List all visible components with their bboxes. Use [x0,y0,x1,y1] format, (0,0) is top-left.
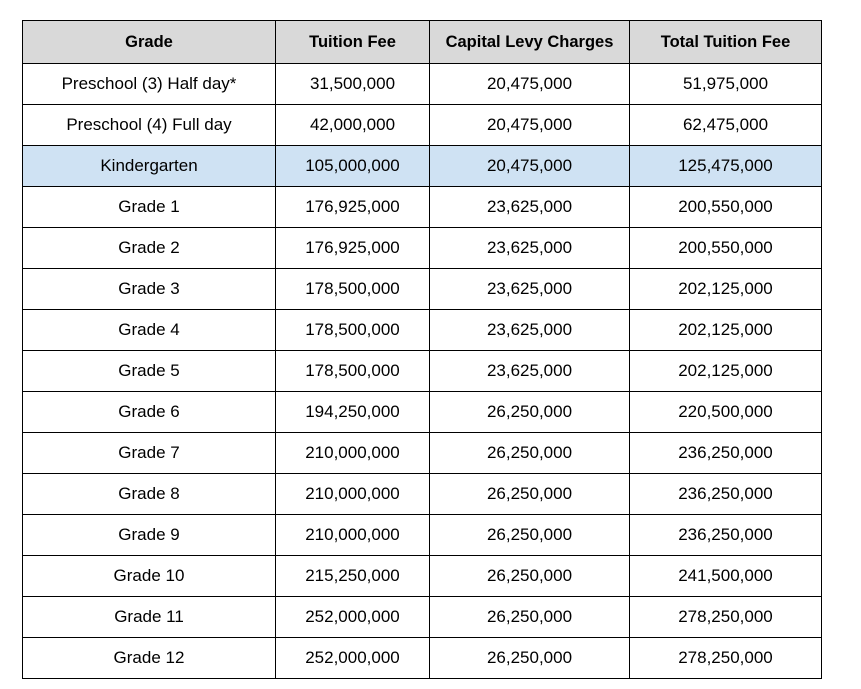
capital-levy-cell: 20,475,000 [430,146,630,187]
tuition-fee-cell: 215,250,000 [276,556,430,597]
total-tuition-fee-cell: 62,475,000 [630,105,822,146]
tuition-fee-cell: 252,000,000 [276,597,430,638]
table-row [23,597,822,638]
total-tuition-fee-cell: 278,250,000 [630,597,822,638]
capital-levy-cell: 20,475,000 [430,105,630,146]
tuition-fee-cell: 176,925,000 [276,187,430,228]
total-tuition-fee-cell: 51,975,000 [630,64,822,105]
table-row [23,228,822,269]
tuition-fee-cell: 194,250,000 [276,392,430,433]
grade-cell: Preschool (3) Half day* [23,64,276,105]
header-total-tuition-fee: Total Tuition Fee [630,21,822,64]
table-row [23,105,822,146]
tuition-fee-table [22,20,822,679]
capital-levy-cell: 20,475,000 [430,64,630,105]
grade-cell: Preschool (4) Full day [23,105,276,146]
total-tuition-fee-cell: 202,125,000 [630,351,822,392]
table-row [23,146,822,187]
table-row [23,638,822,679]
table-row [23,556,822,597]
tuition-fee-cell: 42,000,000 [276,105,430,146]
capital-levy-cell: 23,625,000 [430,228,630,269]
grade-cell: Grade 12 [23,638,276,679]
total-tuition-fee-cell: 236,250,000 [630,515,822,556]
capital-levy-cell: 26,250,000 [430,433,630,474]
table-row [23,269,822,310]
total-tuition-fee-cell: 236,250,000 [630,474,822,515]
total-tuition-fee-cell: 200,550,000 [630,187,822,228]
capital-levy-cell: 23,625,000 [430,187,630,228]
capital-levy-cell: 26,250,000 [430,597,630,638]
tuition-fee-cell: 178,500,000 [276,269,430,310]
table-row [23,433,822,474]
tuition-fee-cell: 252,000,000 [276,638,430,679]
capital-levy-cell: 23,625,000 [430,351,630,392]
grade-cell: Grade 1 [23,187,276,228]
total-tuition-fee-cell: 200,550,000 [630,228,822,269]
table-header-row [23,21,822,64]
table-row [23,64,822,105]
grade-cell: Grade 10 [23,556,276,597]
grade-cell: Grade 6 [23,392,276,433]
total-tuition-fee-cell: 278,250,000 [630,638,822,679]
grade-cell: Kindergarten [23,146,276,187]
grade-cell: Grade 2 [23,228,276,269]
header-tuition-fee: Tuition Fee [276,21,430,64]
table-row [23,310,822,351]
grade-cell: Grade 7 [23,433,276,474]
capital-levy-cell: 26,250,000 [430,638,630,679]
tuition-fee-cell: 178,500,000 [276,310,430,351]
tuition-fee-cell: 31,500,000 [276,64,430,105]
total-tuition-fee-cell: 236,250,000 [630,433,822,474]
header-grade: Grade [23,21,276,64]
tuition-fee-cell: 210,000,000 [276,433,430,474]
grade-cell: Grade 4 [23,310,276,351]
tuition-fee-cell: 210,000,000 [276,474,430,515]
grade-cell: Grade 8 [23,474,276,515]
tuition-fee-cell: 176,925,000 [276,228,430,269]
table-row [23,515,822,556]
capital-levy-cell: 23,625,000 [430,310,630,351]
total-tuition-fee-cell: 202,125,000 [630,310,822,351]
capital-levy-cell: 26,250,000 [430,556,630,597]
tuition-fee-cell: 105,000,000 [276,146,430,187]
total-tuition-fee-cell: 125,475,000 [630,146,822,187]
capital-levy-cell: 26,250,000 [430,392,630,433]
capital-levy-cell: 26,250,000 [430,515,630,556]
grade-cell: Grade 3 [23,269,276,310]
table-row [23,351,822,392]
table-row [23,474,822,515]
table-row [23,392,822,433]
tuition-fee-cell: 178,500,000 [276,351,430,392]
header-capital-levy-charges: Capital Levy Charges [430,21,630,64]
capital-levy-cell: 26,250,000 [430,474,630,515]
table-row [23,187,822,228]
tuition-fee-cell: 210,000,000 [276,515,430,556]
grade-cell: Grade 11 [23,597,276,638]
total-tuition-fee-cell: 202,125,000 [630,269,822,310]
total-tuition-fee-cell: 241,500,000 [630,556,822,597]
grade-cell: Grade 9 [23,515,276,556]
total-tuition-fee-cell: 220,500,000 [630,392,822,433]
grade-cell: Grade 5 [23,351,276,392]
capital-levy-cell: 23,625,000 [430,269,630,310]
